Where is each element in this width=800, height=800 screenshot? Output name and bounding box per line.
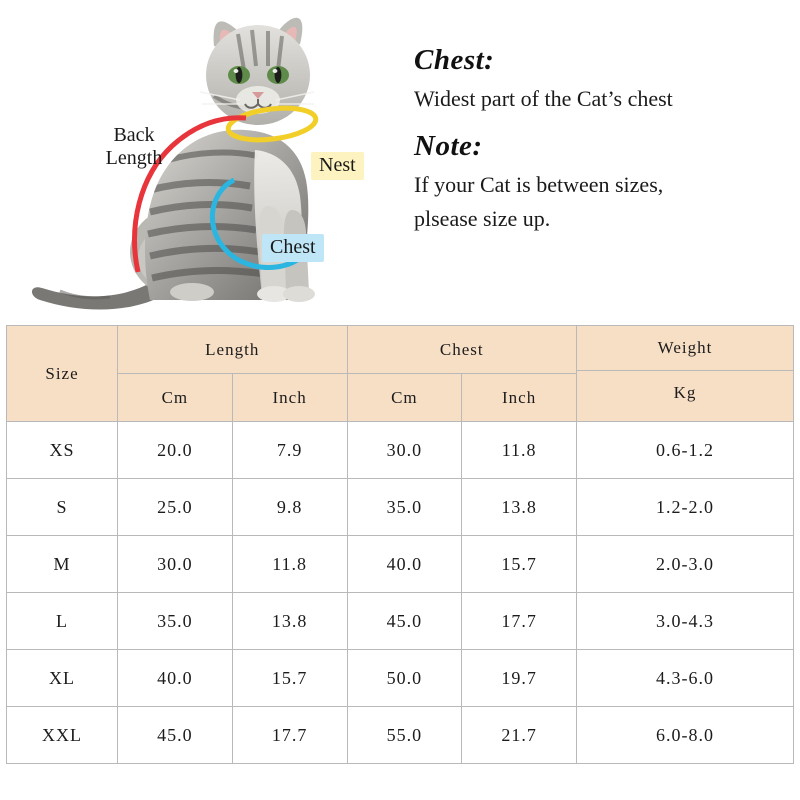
cell-size: XXL <box>7 707 118 764</box>
table-row <box>7 536 794 593</box>
table-body <box>7 422 794 764</box>
cell-weight: 1.2-2.0 <box>577 479 794 536</box>
cell-length-cm: 30.0 <box>118 536 233 593</box>
header-length-inch: Inch <box>232 374 347 422</box>
cat-illustration <box>0 0 400 320</box>
cell-weight: 0.6-1.2 <box>577 422 794 479</box>
cell-weight: 3.0-4.3 <box>577 593 794 650</box>
table-head <box>7 326 794 422</box>
label-nest: Nest <box>311 152 364 180</box>
cell-length-inch: 17.7 <box>232 707 347 764</box>
note-line-1: If your Cat is between sizes, <box>414 171 664 197</box>
illustration-area <box>0 0 800 320</box>
cell-length-cm: 35.0 <box>118 593 233 650</box>
cell-chest-cm: 50.0 <box>347 650 462 707</box>
label-back-length <box>86 124 182 170</box>
cell-weight: 4.3-6.0 <box>577 650 794 707</box>
info-text-block <box>414 44 794 240</box>
cell-size: S <box>7 479 118 536</box>
header-weight-label: Weight <box>576 326 794 371</box>
cell-weight: 2.0-3.0 <box>577 536 794 593</box>
header-chest: Chest <box>347 326 577 374</box>
cell-size: L <box>7 593 118 650</box>
cell-length-inch: 15.7 <box>232 650 347 707</box>
label-back-length-line1: Back <box>113 124 155 146</box>
chest-heading: Chest: <box>414 44 495 76</box>
cell-length-inch: 11.8 <box>232 536 347 593</box>
cell-length-inch: 7.9 <box>232 422 347 479</box>
cat-hind-paw <box>170 283 214 301</box>
table-row <box>7 479 794 536</box>
cell-size: XS <box>7 422 118 479</box>
note-heading: Note: <box>414 129 483 162</box>
cell-chest-inch: 15.7 <box>462 536 577 593</box>
cell-length-cm: 20.0 <box>118 422 233 479</box>
cell-chest-cm: 35.0 <box>347 479 462 536</box>
size-table-wrap <box>6 325 794 764</box>
header-chest-cm: Cm <box>347 374 462 422</box>
cell-chest-inch: 17.7 <box>462 593 577 650</box>
note-line-2: plsease size up. <box>414 206 551 232</box>
cell-chest-cm: 30.0 <box>347 422 462 479</box>
header-length-cm: Cm <box>118 374 233 422</box>
cat-tail <box>32 282 158 310</box>
cell-length-inch: 13.8 <box>232 593 347 650</box>
header-weight-kg: Kg <box>673 383 697 402</box>
size-table <box>6 325 794 764</box>
chest-description: Widest part of the Cat’s chest <box>414 86 673 111</box>
cell-length-cm: 40.0 <box>118 650 233 707</box>
label-chest: Chest <box>262 234 324 262</box>
table-row <box>7 650 794 707</box>
cell-size: XL <box>7 650 118 707</box>
cell-chest-cm: 45.0 <box>347 593 462 650</box>
cell-length-cm: 45.0 <box>118 707 233 764</box>
cell-chest-cm: 40.0 <box>347 536 462 593</box>
cell-size: M <box>7 536 118 593</box>
table-group-header-row <box>7 326 794 374</box>
cat-paw-right <box>283 286 315 302</box>
label-back-length-line2: Length <box>105 147 163 169</box>
cell-weight: 6.0-8.0 <box>577 707 794 764</box>
cell-length-cm: 25.0 <box>118 479 233 536</box>
header-chest-inch: Inch <box>462 374 577 422</box>
table-row <box>7 707 794 764</box>
header-length: Length <box>118 326 348 374</box>
cell-chest-inch: 13.8 <box>462 479 577 536</box>
table-row <box>7 593 794 650</box>
table-row <box>7 422 794 479</box>
cell-chest-inch: 11.8 <box>462 422 577 479</box>
cell-chest-cm: 55.0 <box>347 707 462 764</box>
header-weight <box>577 326 794 422</box>
header-size: Size <box>7 326 118 422</box>
cell-chest-inch: 19.7 <box>462 650 577 707</box>
cell-length-inch: 9.8 <box>232 479 347 536</box>
cell-chest-inch: 21.7 <box>462 707 577 764</box>
